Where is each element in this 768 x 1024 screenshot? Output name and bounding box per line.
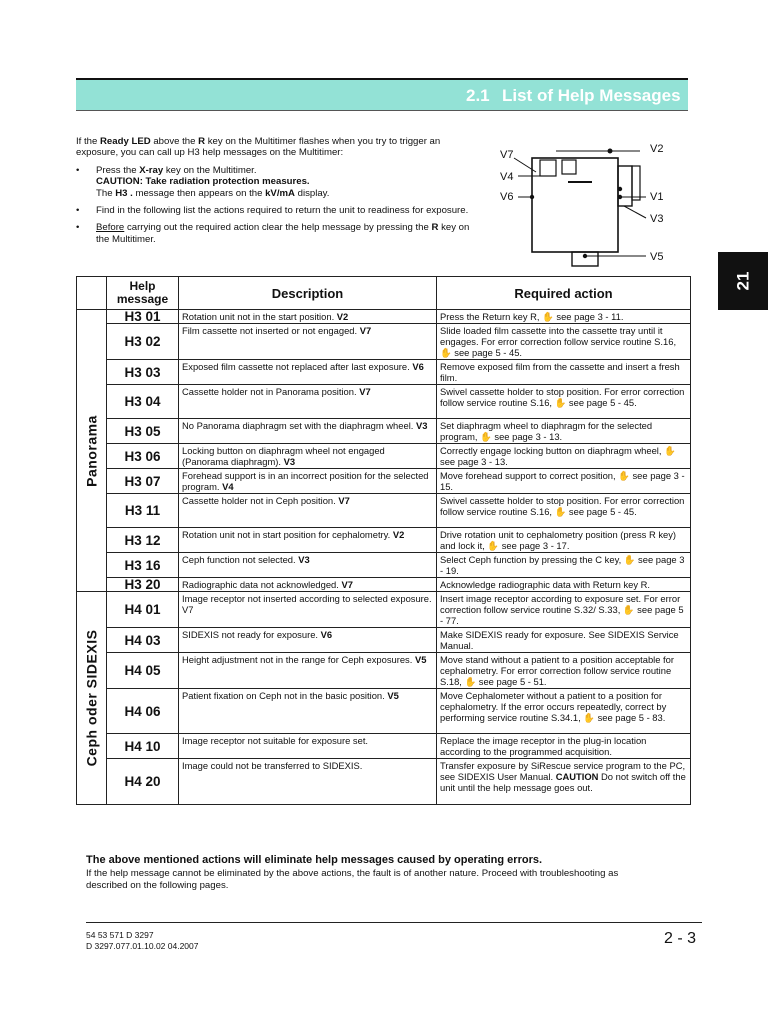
table-row [77, 360, 691, 385]
table-header-row [77, 277, 691, 310]
table-row [77, 553, 691, 578]
diagram-label-v5: V5 [650, 251, 664, 263]
help-code: H3 04 [107, 385, 179, 419]
row-description: Cassette holder not in Panorama position. V7 [179, 385, 437, 419]
table-row [77, 689, 691, 734]
row-action: Acknowledge radiographic data with Return key R. [437, 578, 691, 592]
footer-doc-code: D 3297.077.01.10.02 04.2007 [86, 941, 199, 951]
page-number: 2 - 3 [664, 930, 697, 947]
row-description: Image receptor not suitable for exposure set. [179, 734, 437, 759]
row-action: Swivel cassette holder to stop position. For error correction follow service routine S.16, ✋ see page 5 - 45. [437, 494, 691, 528]
row-description: Rotation unit not in the start position. V2 [179, 310, 437, 324]
bullet-find-actions: • Find in the following list the actions required to return the unit to readiness for exposure. [76, 205, 476, 216]
row-description: Image could not be transferred to SIDEXIS. [179, 759, 437, 805]
footer-doc-number: 54 53 571 D 3297 [86, 930, 154, 940]
led-position-diagram [496, 132, 686, 272]
section-number: 2.1 [466, 86, 490, 105]
help-code: H3 12 [107, 528, 179, 553]
column-header-action: Required action [437, 277, 691, 310]
footer-rule [86, 922, 702, 923]
row-action: Set diaphragm wheel to diaphragm for the selected program, ✋ see page 3 - 13. [437, 419, 691, 444]
row-action: Make SIDEXIS ready for exposure. See SIDEXIS Service Manual. [437, 628, 691, 653]
row-action: Move stand without a patient to a position acceptable for cephalometry. For error correction follow service routine S.18, ✋ see page 5 - 51. [437, 653, 691, 689]
row-action: Insert image receptor according to exposure set. For error correction follow service routine S.32/ S.33, ✋ see page 5 - 77. [437, 592, 691, 628]
row-description: Cassette holder not in Ceph position. V7 [179, 494, 437, 528]
help-messages-table [76, 276, 691, 805]
table-row [77, 528, 691, 553]
row-description: Forehead support is in an incorrect position for the selected program. V4 [179, 469, 437, 494]
help-code: H3 16 [107, 553, 179, 578]
table-row [77, 469, 691, 494]
row-description: Patient fixation on Ceph not in the basic position. V5 [179, 689, 437, 734]
diagram-label-v3: V3 [650, 213, 664, 225]
row-description: SIDEXIS not ready for exposure. V6 [179, 628, 437, 653]
intro-paragraph: If the Ready LED above the R key on the Multitimer flashes when you try to trigger an exposure, you can call up H3 help messages on the Multitimer: [76, 136, 441, 159]
row-description: Height adjustment not in the range for Ceph exposures. V5 [179, 653, 437, 689]
row-action: Replace the image receptor in the plug-in location according to the programmed acquisition. [437, 734, 691, 759]
help-code: H3 01 [107, 310, 179, 324]
table-row [77, 444, 691, 469]
group-label-panorama: Panorama [83, 414, 100, 487]
table-row [77, 419, 691, 444]
row-description: No Panorama diaphragm set with the diaphragm wheel. V3 [179, 419, 437, 444]
row-action: Swivel cassette holder to stop position. For error correction follow service routine S.16, ✋ see page 5 - 45. [437, 385, 691, 419]
row-action: Transfer exposure by SiRescue service program to the PC, see SIDEXIS User Manual. CAUTION Do not switch off the unit until the help message goes out. [437, 759, 691, 805]
help-code: H3 20 [107, 578, 179, 592]
intro-text [76, 136, 476, 245]
bullet-clear-message: • Before carrying out the required action clear the help message by pressing the R key on the Multitimer. [76, 222, 476, 245]
table-row [77, 494, 691, 528]
group-panorama [77, 310, 107, 592]
row-action: Drive rotation unit to cephalometry position (press R key) and lock it, ✋ see page 3 - 17. [437, 528, 691, 553]
diagram-label-v6: V6 [500, 191, 514, 203]
section-title: List of Help Messages [502, 86, 681, 105]
diagram-label-v7: V7 [500, 149, 514, 161]
table-row [77, 759, 691, 805]
help-code: H3 03 [107, 360, 179, 385]
table-row [77, 734, 691, 759]
group-label-ceph-sidexis: Ceph oder SIDEXIS [83, 629, 100, 767]
row-action: Select Ceph function by pressing the C key, ✋ see page 3 - 19. [437, 553, 691, 578]
help-code: H3 07 [107, 469, 179, 494]
table-row [77, 310, 691, 324]
header-underline [76, 110, 688, 111]
table-row [77, 324, 691, 360]
row-description: Film cassette not inserted or not engaged. V7 [179, 324, 437, 360]
diagram-label-v1: V1 [650, 191, 664, 203]
table-row [77, 653, 691, 689]
row-description: Rotation unit not in start position for cephalometry. V2 [179, 528, 437, 553]
diagram-label-v4: V4 [500, 171, 514, 183]
chapter-tab [718, 252, 768, 310]
table-row [77, 578, 691, 592]
row-description: Ceph function not selected. V3 [179, 553, 437, 578]
help-code: H4 10 [107, 734, 179, 759]
row-action: Remove exposed film from the cassette and insert a fresh film. [437, 360, 691, 385]
group-ceph-sidexis [77, 592, 107, 805]
row-description: Locking button on diaphragm wheel not engaged (Panorama diaphragm). V3 [179, 444, 437, 469]
row-description: Radiographic data not acknowledged. V7 [179, 578, 437, 592]
bullet-xray: • Press the X-ray key on the Multitimer. CAUTION: Take radiation protection measures. The H3 . message then appears on the kV/mA display. [76, 165, 476, 199]
chapter-tab-label: 21 [732, 271, 752, 291]
help-messages-table-wrapper [76, 276, 690, 805]
table-row [77, 385, 691, 419]
help-code: H3 05 [107, 419, 179, 444]
column-header-help: Help message [107, 277, 179, 310]
row-description: Exposed film cassette not replaced after last exposure. V6 [179, 360, 437, 385]
row-action: Correctly engage locking button on diaphragm wheel, ✋ see page 3 - 13. [437, 444, 691, 469]
row-action: Move Cephalometer without a patient to a position for cephalometry. If the error occurs repeatedly, correct by performing service routine S.34.1, ✋ see page 5 - 83. [437, 689, 691, 734]
help-code: H3 11 [107, 494, 179, 528]
diagram-label-v2: V2 [650, 143, 664, 155]
column-header-description: Description [179, 277, 437, 310]
row-action: Slide loaded film cassette into the cassette tray until it engages. For error correction follow service routine S.16, ✋ see page 5 - 45. [437, 324, 691, 360]
row-action: Press the Return key R, ✋ see page 3 - 11. [437, 310, 691, 324]
table-row [77, 628, 691, 653]
help-code: H4 06 [107, 689, 179, 734]
help-code: H3 06 [107, 444, 179, 469]
help-code: H4 03 [107, 628, 179, 653]
closing-text: If the help message cannot be eliminated by the above actions, the fault is of another nature. Proceed with troubleshooting as described on the following pages. [86, 868, 619, 891]
row-description: Image receptor not inserted according to selected exposure. V7 [179, 592, 437, 628]
row-action: Move forehead support to correct position, ✋ see page 3 - 15. [437, 469, 691, 494]
help-code: H4 01 [107, 592, 179, 628]
help-code: H3 02 [107, 324, 179, 360]
help-code: H4 20 [107, 759, 179, 805]
closing-heading: The above mentioned actions will eliminate help messages caused by operating errors. [86, 854, 543, 866]
help-code: H4 05 [107, 653, 179, 689]
table-row [77, 592, 691, 628]
